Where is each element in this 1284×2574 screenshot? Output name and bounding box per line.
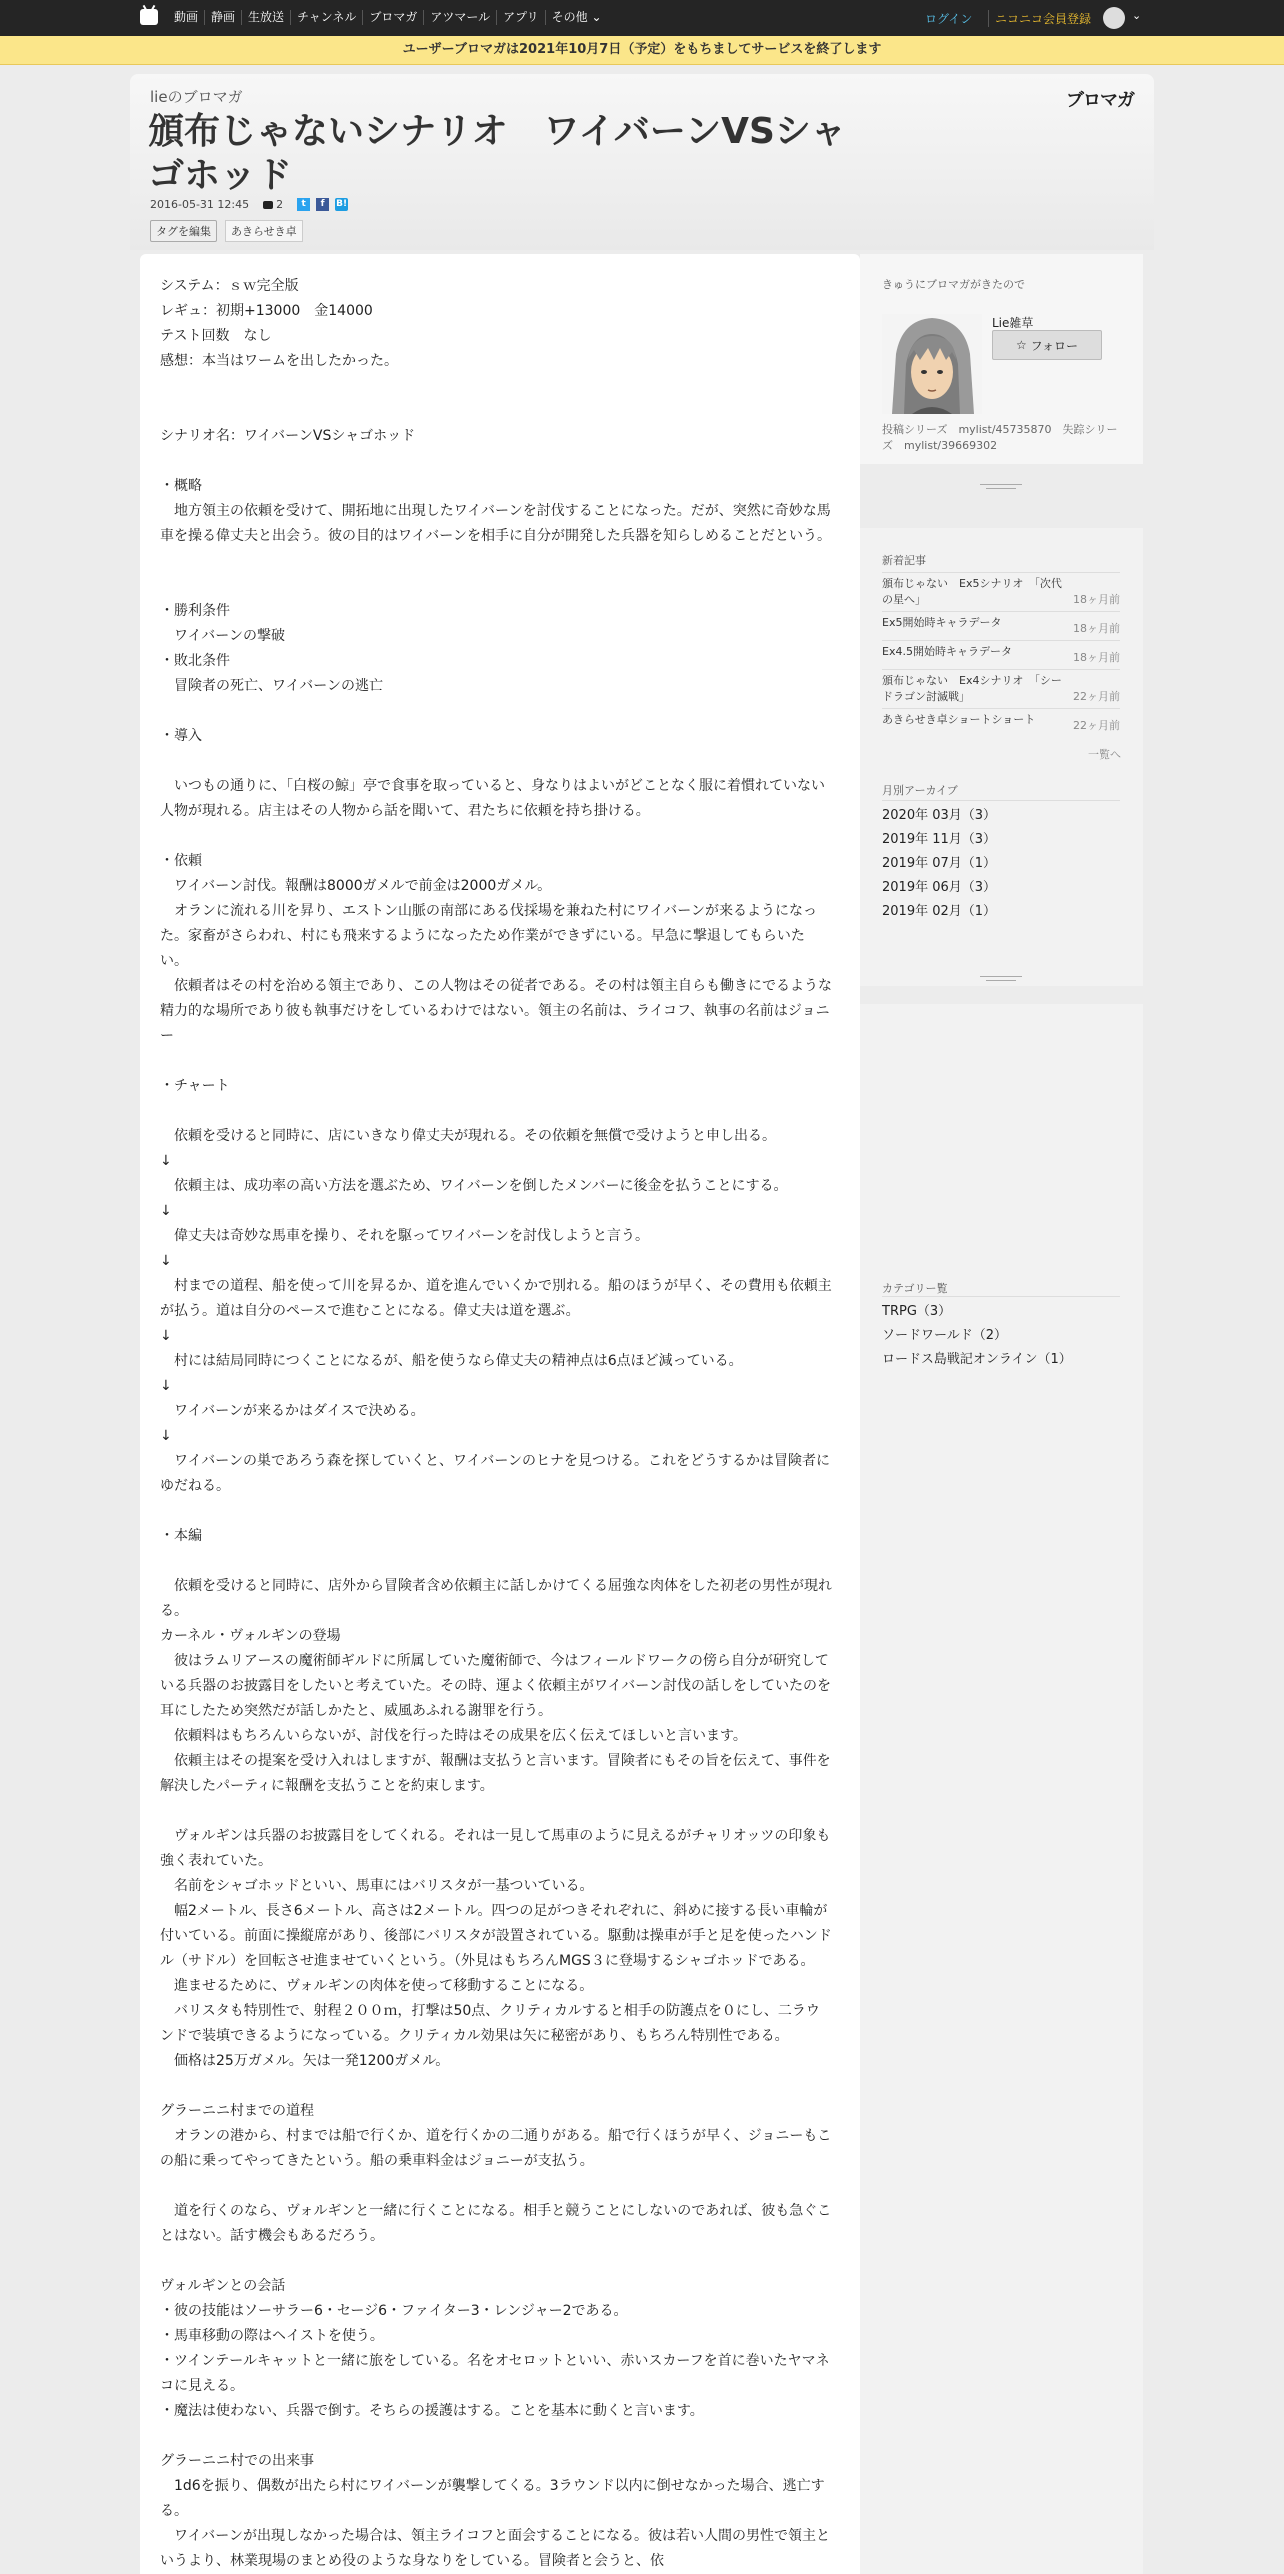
article-paragraph: ・本編 xyxy=(160,1528,202,1544)
article-paragraph: ワイバーンの撃破 xyxy=(160,628,286,644)
top-navigation-bar xyxy=(0,0,1284,36)
new-article-item[interactable] xyxy=(882,669,1120,708)
article-paragraph: ↓ xyxy=(160,1153,172,1169)
new-article-item[interactable] xyxy=(882,640,1120,669)
chevron-down-icon[interactable]: ⌄ xyxy=(1132,9,1142,22)
blomaga-logo[interactable]: ブロマガ xyxy=(1066,90,1134,111)
article-paragraph: ↓ xyxy=(160,1203,172,1219)
category-list xyxy=(882,1300,1120,1372)
article-age: 18ヶ月前 xyxy=(1073,622,1120,635)
article-paragraph: 依頼主はその提案を受け入れはしますが、報酬は支払うと言います。冒険者にもその旨を伝えて、事件を解決したパーティに報酬を支払うことを約束します。 xyxy=(160,1753,831,1794)
new-article-item[interactable] xyxy=(882,708,1120,737)
new-article-item[interactable] xyxy=(882,611,1120,640)
article-paragraph: カーネル・ヴォルギンの登場 xyxy=(160,1628,341,1644)
article-age: 18ヶ月前 xyxy=(1073,651,1120,664)
author-description: 投稿シリーズ mylist/45735870 失踪シリーズ mylist/39669302 xyxy=(882,423,1118,452)
article-paragraph xyxy=(160,2424,832,2449)
article-paragraph: ・依頼 xyxy=(160,853,202,869)
nav-link-app[interactable]: アプリ xyxy=(496,10,545,25)
category-rule xyxy=(882,1296,1120,1297)
comment-icon xyxy=(263,201,273,209)
follow-button[interactable] xyxy=(992,330,1102,360)
article-paragraph: 彼はラムリアースの魔術師ギルドに所属していた魔術師で、今はフィールドワークの傍ら自分が研究している兵器のお披露目をしたいと考えていた。その時、運よく依頼主がワイバーン討伐の話しをしていたのを耳にしたため突然だが話しかたと、威風あふれる謝罪を行う。 xyxy=(160,1653,832,1719)
article-paragraph: 依頼者はその村を治める領主であり、この人物はその従者である。その村は領主自らも働きにでるような精力的な場所であり彼も執事だけをしているわけではない。領主の名前は、ライコフ、執事の名前はジョニー xyxy=(160,978,832,1044)
article-paragraph: ・彼の技能はソーサラー6・セージ6・ファイター3・レンジャー2である。 xyxy=(160,2303,628,2319)
article-paragraph: テスト回数 なし xyxy=(160,328,272,344)
article-paragraph: ワイバーンが出現しなかった場合は、領主ライコフと面会することになる。彼は若い人間の男性で領主というより、林業現場のまとめ役のような身なりをしている。冒険者と会うと、依 xyxy=(160,2528,831,2569)
login-link[interactable]: ログイン xyxy=(925,12,973,26)
article-paragraph xyxy=(160,824,832,849)
archive-rule xyxy=(882,800,1120,801)
article-paragraph: 依頼を受けると同時に、店にいきなり偉丈夫が現れる。その依頼を無償で受けようと申し出る。 xyxy=(160,1128,776,1144)
nav-link-video[interactable]: 動画 xyxy=(174,10,199,24)
article-paragraph: ヴォルギンは兵器のお披露目をしてくれる。それは一見して馬車のように見えるがチャリオッツの印象も強く表れていた。 xyxy=(160,1828,831,1869)
article-paragraph: オランの港から、村までは船で行くか、道を行くかの二通りがある。船で行くほうが早く、ジョニーもこの船に乗ってやってきたという。船の乗車料金はジョニーが支払う。 xyxy=(160,2128,832,2169)
article-title: Ex5開始時キャラデータ xyxy=(882,616,1002,629)
author-avatar[interactable] xyxy=(882,314,982,414)
comment-count-link[interactable] xyxy=(263,198,283,211)
article-paragraph: システム：ｓｗ完全版 xyxy=(160,278,299,294)
category-item[interactable]: ロードス島戦記オンライン（1） xyxy=(882,1352,1072,1367)
article-paragraph: 冒険者の死亡、ワイバーンの逃亡 xyxy=(160,678,384,694)
article-paragraph: ↓ xyxy=(160,1378,172,1394)
register-link[interactable]: ニコニコ会員登録 xyxy=(988,10,1091,27)
new-articles-more-link[interactable]: 一覧へ xyxy=(1088,748,1121,761)
tag-link[interactable]: あきらせき卓 xyxy=(225,220,303,242)
article-paragraph xyxy=(160,2174,832,2199)
article-paragraph: 偉丈夫は奇妙な馬車を操り、それを駆ってワイバーンを討伐しようと言う。 xyxy=(160,1228,650,1244)
article-paragraph: ワイバーン討伐。報酬は8000ガメルで前金は2000ガメル。 xyxy=(160,878,552,894)
article-paragraph: 依頼料はもちろんいらないが、討伐を行った時はその成果を広く伝えてほしいと言います。 xyxy=(160,1728,747,1744)
service-end-notice: ユーザーブロマガは2021年10月7日（予定）をもちましてサービスを終了します xyxy=(0,36,1284,65)
article-paragraph: 地方領主の依頼を受けて、開拓地に出現したワイバーンを討伐することになった。だが、突然に奇妙な馬車を操る偉丈夫と出会う。彼の目的はワイバーンを相手に自分が開発した兵器を知らしめることだという。 xyxy=(160,503,832,544)
category-heading: カテゴリー覧 xyxy=(882,1282,948,1295)
article-meta xyxy=(150,198,348,211)
new-article-item[interactable] xyxy=(882,572,1120,611)
divider xyxy=(860,972,1143,986)
article-paragraph xyxy=(160,1549,832,1574)
article-paragraph: ・勝利条件 xyxy=(160,603,230,619)
niconico-tv-icon[interactable] xyxy=(140,9,158,25)
archive-item[interactable]: 2020年 03月（3） xyxy=(882,808,997,823)
article-paragraph: 価格は25万ガメル。矢は一発1200ガメル。 xyxy=(160,2053,450,2069)
author-name[interactable]: Lie雑草 xyxy=(992,316,1034,330)
category-item[interactable]: ソードワールド（2） xyxy=(882,1328,1008,1343)
nav-link-atsumaru[interactable]: アツマール xyxy=(423,10,496,25)
sidebar xyxy=(860,254,1143,2574)
archive-item[interactable]: 2019年 06月（3） xyxy=(882,880,997,895)
article-paragraph: 依頼主は、成功率の高い方法を選ぶため、ワイバーンを倒したメンバーに後金を払うことにする。 xyxy=(160,1178,788,1194)
article-paragraph: ・馬車移動の際はヘイストを使う。 xyxy=(160,2328,384,2344)
article-paragraph: いつもの通りに、「白桜の鯨」亭で食事を取っていると、身なりはよいがどことなく服に着慣れていない人物が現れる。店主はその人物から話を聞いて、君たちに依頼を持ち掛ける。 xyxy=(160,778,825,819)
article-title: 頒布じゃない Ex5シナリオ 「次代の星へ」 xyxy=(882,577,1062,606)
article-paragraph xyxy=(160,749,832,774)
article-paragraph: ・概略 xyxy=(160,478,202,494)
article-age: 22ヶ月前 xyxy=(1073,719,1120,732)
divider xyxy=(860,480,1143,494)
article-paragraph xyxy=(160,549,832,574)
tag-area xyxy=(150,220,303,242)
article-title: Ex4.5開始時キャラデータ xyxy=(882,645,1012,658)
article-paragraph: 名前をシャゴホッドといい、馬車にはバリスタが一基ついている。 xyxy=(160,1878,594,1894)
article-title: あきらせき卓ショートショート xyxy=(882,713,1036,726)
new-articles-heading: 新着記事 xyxy=(882,554,926,567)
article-paragraph: ↓ xyxy=(160,1428,172,1444)
article-paragraph xyxy=(160,1799,832,1824)
archive-heading: 月別アーカイブ xyxy=(882,784,958,797)
category-item[interactable]: TRPG（3） xyxy=(882,1304,952,1319)
article-paragraph: 依頼を受けると同時に、店外から冒険者含め依頼主に話しかけてくる屈強な肉体をした初老の男性が現れる。 xyxy=(160,1578,832,1619)
nav-link-blomaga[interactable]: ブロマガ xyxy=(362,10,423,25)
article-paragraph xyxy=(160,699,832,724)
article-paragraph: ワイバーンが来るかはダイスで決める。 xyxy=(160,1403,425,1419)
article-paragraph xyxy=(160,1499,832,1524)
service-links xyxy=(168,10,608,25)
article-paragraph xyxy=(160,449,832,474)
article-age: 18ヶ月前 xyxy=(1073,593,1120,606)
article-paragraph: グラーニニ村までの道程 xyxy=(160,2103,314,2119)
nav-link-live[interactable]: 生放送 xyxy=(241,10,290,25)
article-paragraph xyxy=(160,399,832,424)
article-body xyxy=(160,274,832,2574)
new-articles-panel xyxy=(860,528,1143,986)
nav-link-seiga[interactable]: 静画 xyxy=(204,10,241,25)
archive-item[interactable]: 2019年 11月（3） xyxy=(882,832,997,847)
category-panel xyxy=(860,1004,1143,2574)
user-avatar-icon[interactable] xyxy=(1103,7,1125,29)
article-paragraph: ・魔法は使わない、兵器で倒す。そちらの援護はする。ことを基本に動くと言います。 xyxy=(160,2403,704,2419)
article-paragraph: 村には結局同時につくことになるが、船を使うなら偉丈夫の精神点は6点ほど減っている。 xyxy=(160,1353,743,1369)
nav-link-more-label: その他 xyxy=(551,10,588,24)
article-paragraph: グラーニニ村での出来事 xyxy=(160,2453,314,2469)
edit-tags-button[interactable]: タグを編集 xyxy=(150,220,217,242)
article-paragraph xyxy=(160,2074,832,2099)
article-paragraph: 幅2メートル、長さ6メートル、高さは2メートル。四つの足がつきそれぞれに、斜めに接する長い車輪が付いている。前面に操縦席があり、後部にバリスタが設置されている。駆動は操車が手と足を使ったハンドル（サドル）を回転させ進ませていくという。（外見はもちろんMGS３に登場するシャゴホッドである。 xyxy=(160,1903,832,1969)
article-title: 頒布じゃないシナリオ ワイバーンVSシャゴホッド xyxy=(148,111,847,196)
star-icon: ☆ xyxy=(1016,338,1031,352)
article-paragraph: バリスタも特別性で、射程２００ｍ，打撃は50点、クリティカルすると相手の防護点を０にし、二ラウンドで装填できるようになっている。クリティカル効果は矢に秘密があり、もちろん特別性である。 xyxy=(160,2003,820,2044)
article-paragraph: レギュ：初期+13000 金14000 xyxy=(160,303,373,319)
article-paragraph: ・敗北条件 xyxy=(160,653,230,669)
hatena-bookmark-icon[interactable]: B! xyxy=(336,199,348,209)
article-paragraph xyxy=(160,1099,832,1124)
article-paragraph: ワイバーンの巣であろう森を探していくと、ワイバーンのヒナを見つける。これをどうするかは冒険者にゆだねる。 xyxy=(160,1453,831,1494)
article-paragraph: ・ツインテールキャットと一緒に旅をしている。名をオセロットといい、赤いスカーフを首に巻いたヤマネコに見える。 xyxy=(160,2353,830,2394)
article-paragraph: ↓ xyxy=(160,1328,172,1344)
archive-list xyxy=(882,804,1120,924)
article-paragraph: ・チャート xyxy=(160,1078,230,1094)
nav-link-more[interactable] xyxy=(545,10,608,25)
author-panel xyxy=(860,254,1143,464)
follow-label: フォロー xyxy=(1030,338,1078,353)
nav-link-channel[interactable]: チャンネル xyxy=(290,10,362,25)
article-paragraph: ↓ xyxy=(160,1253,172,1269)
article-paragraph xyxy=(160,2249,832,2274)
new-articles-list xyxy=(882,572,1120,737)
chevron-down-icon: ⌄ xyxy=(591,10,602,24)
article-paragraph: 1d6を振り、偶数が出たら村にワイバーンが襲撃してくる。3ラウンド以内に倒せなかった場合、逃亡する。 xyxy=(160,2478,825,2519)
article-paragraph: 進ませるために、ヴォルギンの肉体を使って移動することになる。 xyxy=(160,1978,594,1994)
article-paragraph xyxy=(160,574,832,599)
post-date: 2016-05-31 12:45 xyxy=(150,198,250,211)
article-paragraph: 感想：本当はワームを出したかった。 xyxy=(160,353,398,369)
article-paragraph: オランに流れる川を昇り、エストン山脈の南部にある伐採場を兼ねた村にワイバーンが来るようになった。家畜がさらわれ、村にも飛来するようになったため作業ができずにいる。早急に撃退してもらいたい。 xyxy=(160,903,818,969)
article-paragraph: ・導入 xyxy=(160,728,202,744)
article-paragraph: シナリオ名：ワイバーンVSシャゴホッド xyxy=(160,428,416,444)
archive-item[interactable]: 2019年 02月（1） xyxy=(882,904,997,919)
twitter-share-icon[interactable]: t xyxy=(297,198,310,211)
article-paragraph: 道を行くのなら、ヴォルギンと一緒に行くことになる。相手と競うことにしないのであれば、彼も急ぐことはない。話す機会もあるだろう。 xyxy=(160,2203,832,2244)
article-paragraph: 村までの道程、船を使って川を昇るか、道を進んでいくかで別れる。船のほうが早く、その費用も依頼主が払う。道は自分のペースで進むことになる。偉丈夫は道を選ぶ。 xyxy=(160,1278,832,1319)
author-heading: きゅうにブロマガがきたので xyxy=(882,278,1025,291)
article-age: 22ヶ月前 xyxy=(1073,690,1120,703)
blog-name-link[interactable]: lieのブロマガ xyxy=(150,88,243,106)
comment-count: 2 xyxy=(276,198,284,211)
article-paragraph: ヴォルギンとの会話 xyxy=(160,2278,286,2294)
archive-item[interactable]: 2019年 07月（1） xyxy=(882,856,997,871)
article-header xyxy=(130,74,1154,250)
article-paragraph xyxy=(160,1049,832,1074)
article-title: 頒布じゃない Ex4シナリオ 「シードラゴン討滅戦」 xyxy=(882,674,1062,703)
facebook-share-icon[interactable]: f xyxy=(316,198,329,211)
article-paragraph xyxy=(160,374,832,399)
article-main xyxy=(140,254,860,2574)
